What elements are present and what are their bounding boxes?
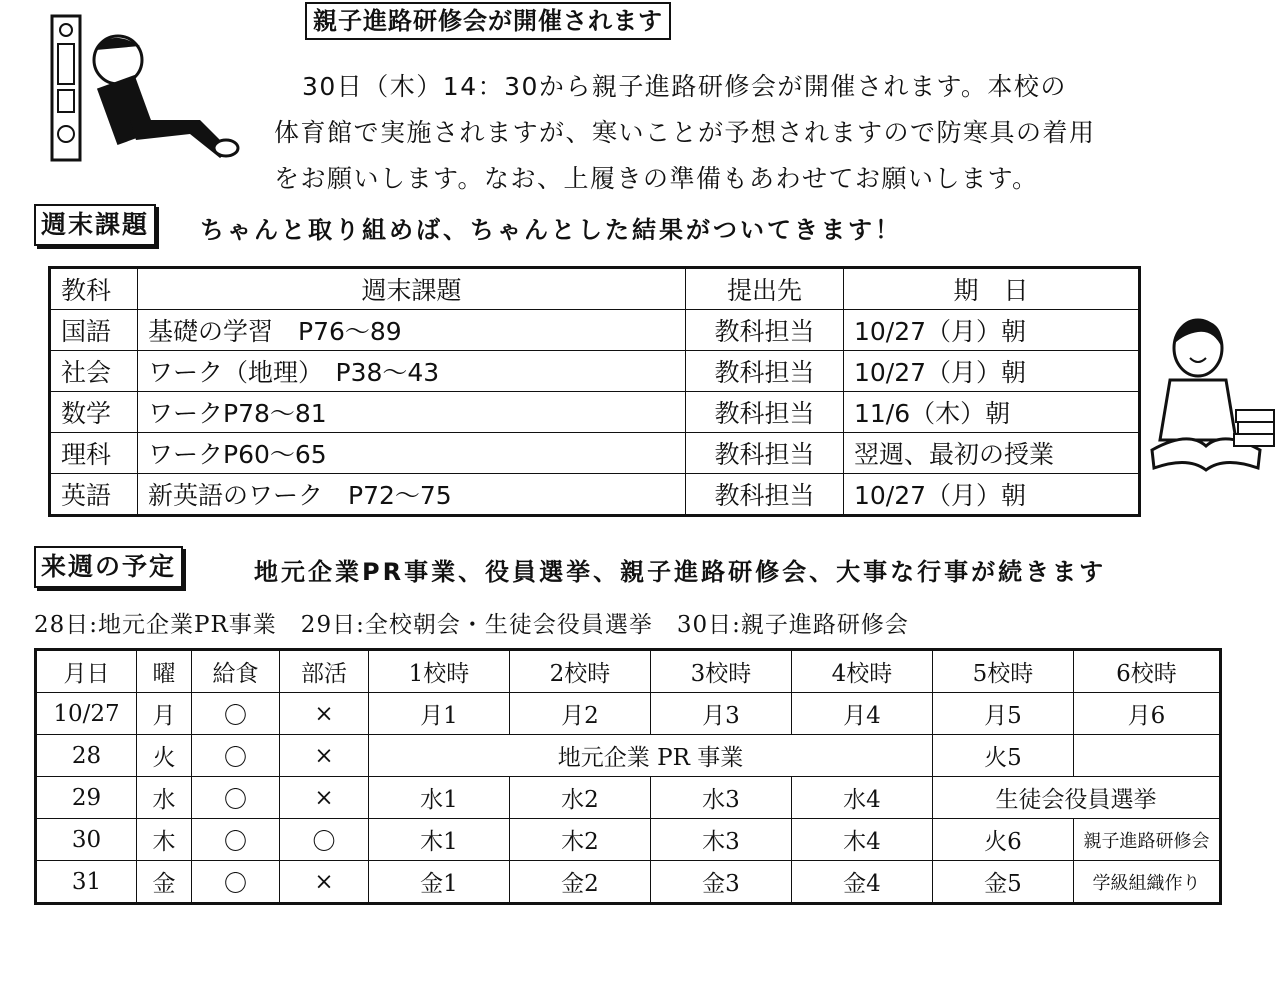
day-cell: 水: [137, 777, 192, 819]
period-cell: 金4: [792, 861, 933, 904]
table-row: [50, 392, 1140, 433]
period-cell: 金1: [369, 861, 510, 904]
notice-title: 親子進路研修会が開催されます: [305, 2, 671, 40]
period-cell: 月1: [369, 693, 510, 735]
due-cell: 10/27（月）朝: [844, 474, 1140, 516]
date-cell: 10/27: [36, 693, 137, 735]
column-header: 3校時: [651, 650, 792, 693]
day-cell: 木: [137, 819, 192, 861]
subject-cell: 社会: [50, 351, 138, 392]
column-header: 曜: [137, 650, 192, 693]
table-row: [50, 474, 1140, 516]
table-header-row: [36, 650, 1221, 693]
schedule-tagline: 地元企業PR事業、役員選挙、親子進路研修会、大事な行事が続きます: [254, 558, 1107, 586]
club-cell: ×: [280, 693, 369, 735]
club-cell: ×: [280, 777, 369, 819]
period-cell: 月4: [792, 693, 933, 735]
event-cell: 地元企業 PR 事業: [369, 735, 933, 777]
notice-paragraph: [274, 64, 1234, 202]
period-cell: 金3: [651, 861, 792, 904]
subject-cell: 国語: [50, 310, 138, 351]
due-cell: 10/27（月）朝: [844, 310, 1140, 351]
task-cell: 基礎の学習 P76～89: [138, 310, 686, 351]
table-row: [50, 351, 1140, 392]
table-row: [50, 433, 1140, 474]
lunch-cell: 〇: [192, 693, 280, 735]
period-cell: 月6: [1074, 693, 1221, 735]
table-row: [36, 861, 1221, 904]
lunch-cell: 〇: [192, 861, 280, 904]
club-cell: ×: [280, 861, 369, 904]
period-cell: 水2: [510, 777, 651, 819]
column-header: 2校時: [510, 650, 651, 693]
due-cell: 11/6（木）朝: [844, 392, 1140, 433]
day-cell: 火: [137, 735, 192, 777]
event-cell: 生徒会役員選挙: [933, 777, 1221, 819]
schedule-heading: 来週の予定: [34, 546, 183, 588]
period-cell: 木1: [369, 819, 510, 861]
submit-to-cell: 教科担当: [686, 310, 844, 351]
day-cell: 月: [137, 693, 192, 735]
notice-line: 体育館で実施されますが、寒いことが予想されますので防寒具の着用: [274, 118, 1096, 147]
date-cell: 30: [36, 819, 137, 861]
subject-cell: 英語: [50, 474, 138, 516]
submit-to-cell: 教科担当: [686, 392, 844, 433]
date-cell: 31: [36, 861, 137, 904]
club-cell: ×: [280, 735, 369, 777]
submit-to-cell: 教科担当: [686, 433, 844, 474]
column-header: 1校時: [369, 650, 510, 693]
task-cell: ワークP60～65: [138, 433, 686, 474]
notice-line: 30日（木）14：30から親子進路研修会が開催されます。本校の: [302, 72, 1067, 101]
column-header: 部活: [280, 650, 369, 693]
period-cell: 水4: [792, 777, 933, 819]
period-cell: 木2: [510, 819, 651, 861]
column-header: 提出先: [686, 268, 844, 310]
day-cell: 金: [137, 861, 192, 904]
period-cell: 金5: [933, 861, 1074, 904]
lunch-cell: 〇: [192, 777, 280, 819]
table-row: [50, 310, 1140, 351]
column-header: 週末課題: [138, 268, 686, 310]
task-cell: ワークP78～81: [138, 392, 686, 433]
reading-student-illustration: [1148, 310, 1278, 480]
table-header-row: [50, 268, 1140, 310]
table-row: [36, 819, 1221, 861]
due-cell: 翌週、最初の授業: [844, 433, 1140, 474]
lunch-cell: 〇: [192, 819, 280, 861]
task-cell: 新英語のワーク P72～75: [138, 474, 686, 516]
period-cell: 水1: [369, 777, 510, 819]
schedule-note: 28日:地元企業PR事業 29日:全校朝会・生徒会役員選挙 30日:親子進路研修会: [34, 612, 909, 638]
table-row: [36, 735, 1221, 777]
column-header: 月日: [36, 650, 137, 693]
weekend-heading: 週末課題: [34, 204, 156, 246]
subject-cell: 理科: [50, 433, 138, 474]
period-cell: 火5: [933, 735, 1074, 777]
column-header: 4校時: [792, 650, 933, 693]
club-cell: 〇: [280, 819, 369, 861]
table-row: [36, 777, 1221, 819]
lunch-cell: 〇: [192, 735, 280, 777]
date-cell: 29: [36, 777, 137, 819]
submit-to-cell: 教科担当: [686, 351, 844, 392]
period-cell: 水3: [651, 777, 792, 819]
subject-cell: 数学: [50, 392, 138, 433]
column-header: 期 日: [844, 268, 1140, 310]
weekend-tagline: ちゃんと取り組めば、ちゃんとした結果がついてきます！: [200, 216, 902, 244]
sleeping-boy-illustration: [40, 10, 240, 170]
event-cell: 親子進路研修会: [1074, 819, 1221, 861]
column-header: 教科: [50, 268, 138, 310]
schedule-table: [34, 648, 1222, 905]
column-header: 給食: [192, 650, 280, 693]
weekend-table: [48, 266, 1141, 517]
column-header: 5校時: [933, 650, 1074, 693]
date-cell: 28: [36, 735, 137, 777]
submit-to-cell: 教科担当: [686, 474, 844, 516]
task-cell: ワーク（地理） P38～43: [138, 351, 686, 392]
period-cell: 月5: [933, 693, 1074, 735]
period-cell: 月3: [651, 693, 792, 735]
period-cell: 火6: [933, 819, 1074, 861]
notice-line: をお願いします。なお、上履きの準備もあわせてお願いします。: [274, 164, 1039, 193]
period-cell: 木4: [792, 819, 933, 861]
period-cell: 金2: [510, 861, 651, 904]
period-cell: 月2: [510, 693, 651, 735]
column-header: 6校時: [1074, 650, 1221, 693]
event-cell: 学級組織作り: [1074, 861, 1221, 904]
period-cell: [1074, 735, 1221, 777]
period-cell: 木3: [651, 819, 792, 861]
table-row: [36, 693, 1221, 735]
due-cell: 10/27（月）朝: [844, 351, 1140, 392]
